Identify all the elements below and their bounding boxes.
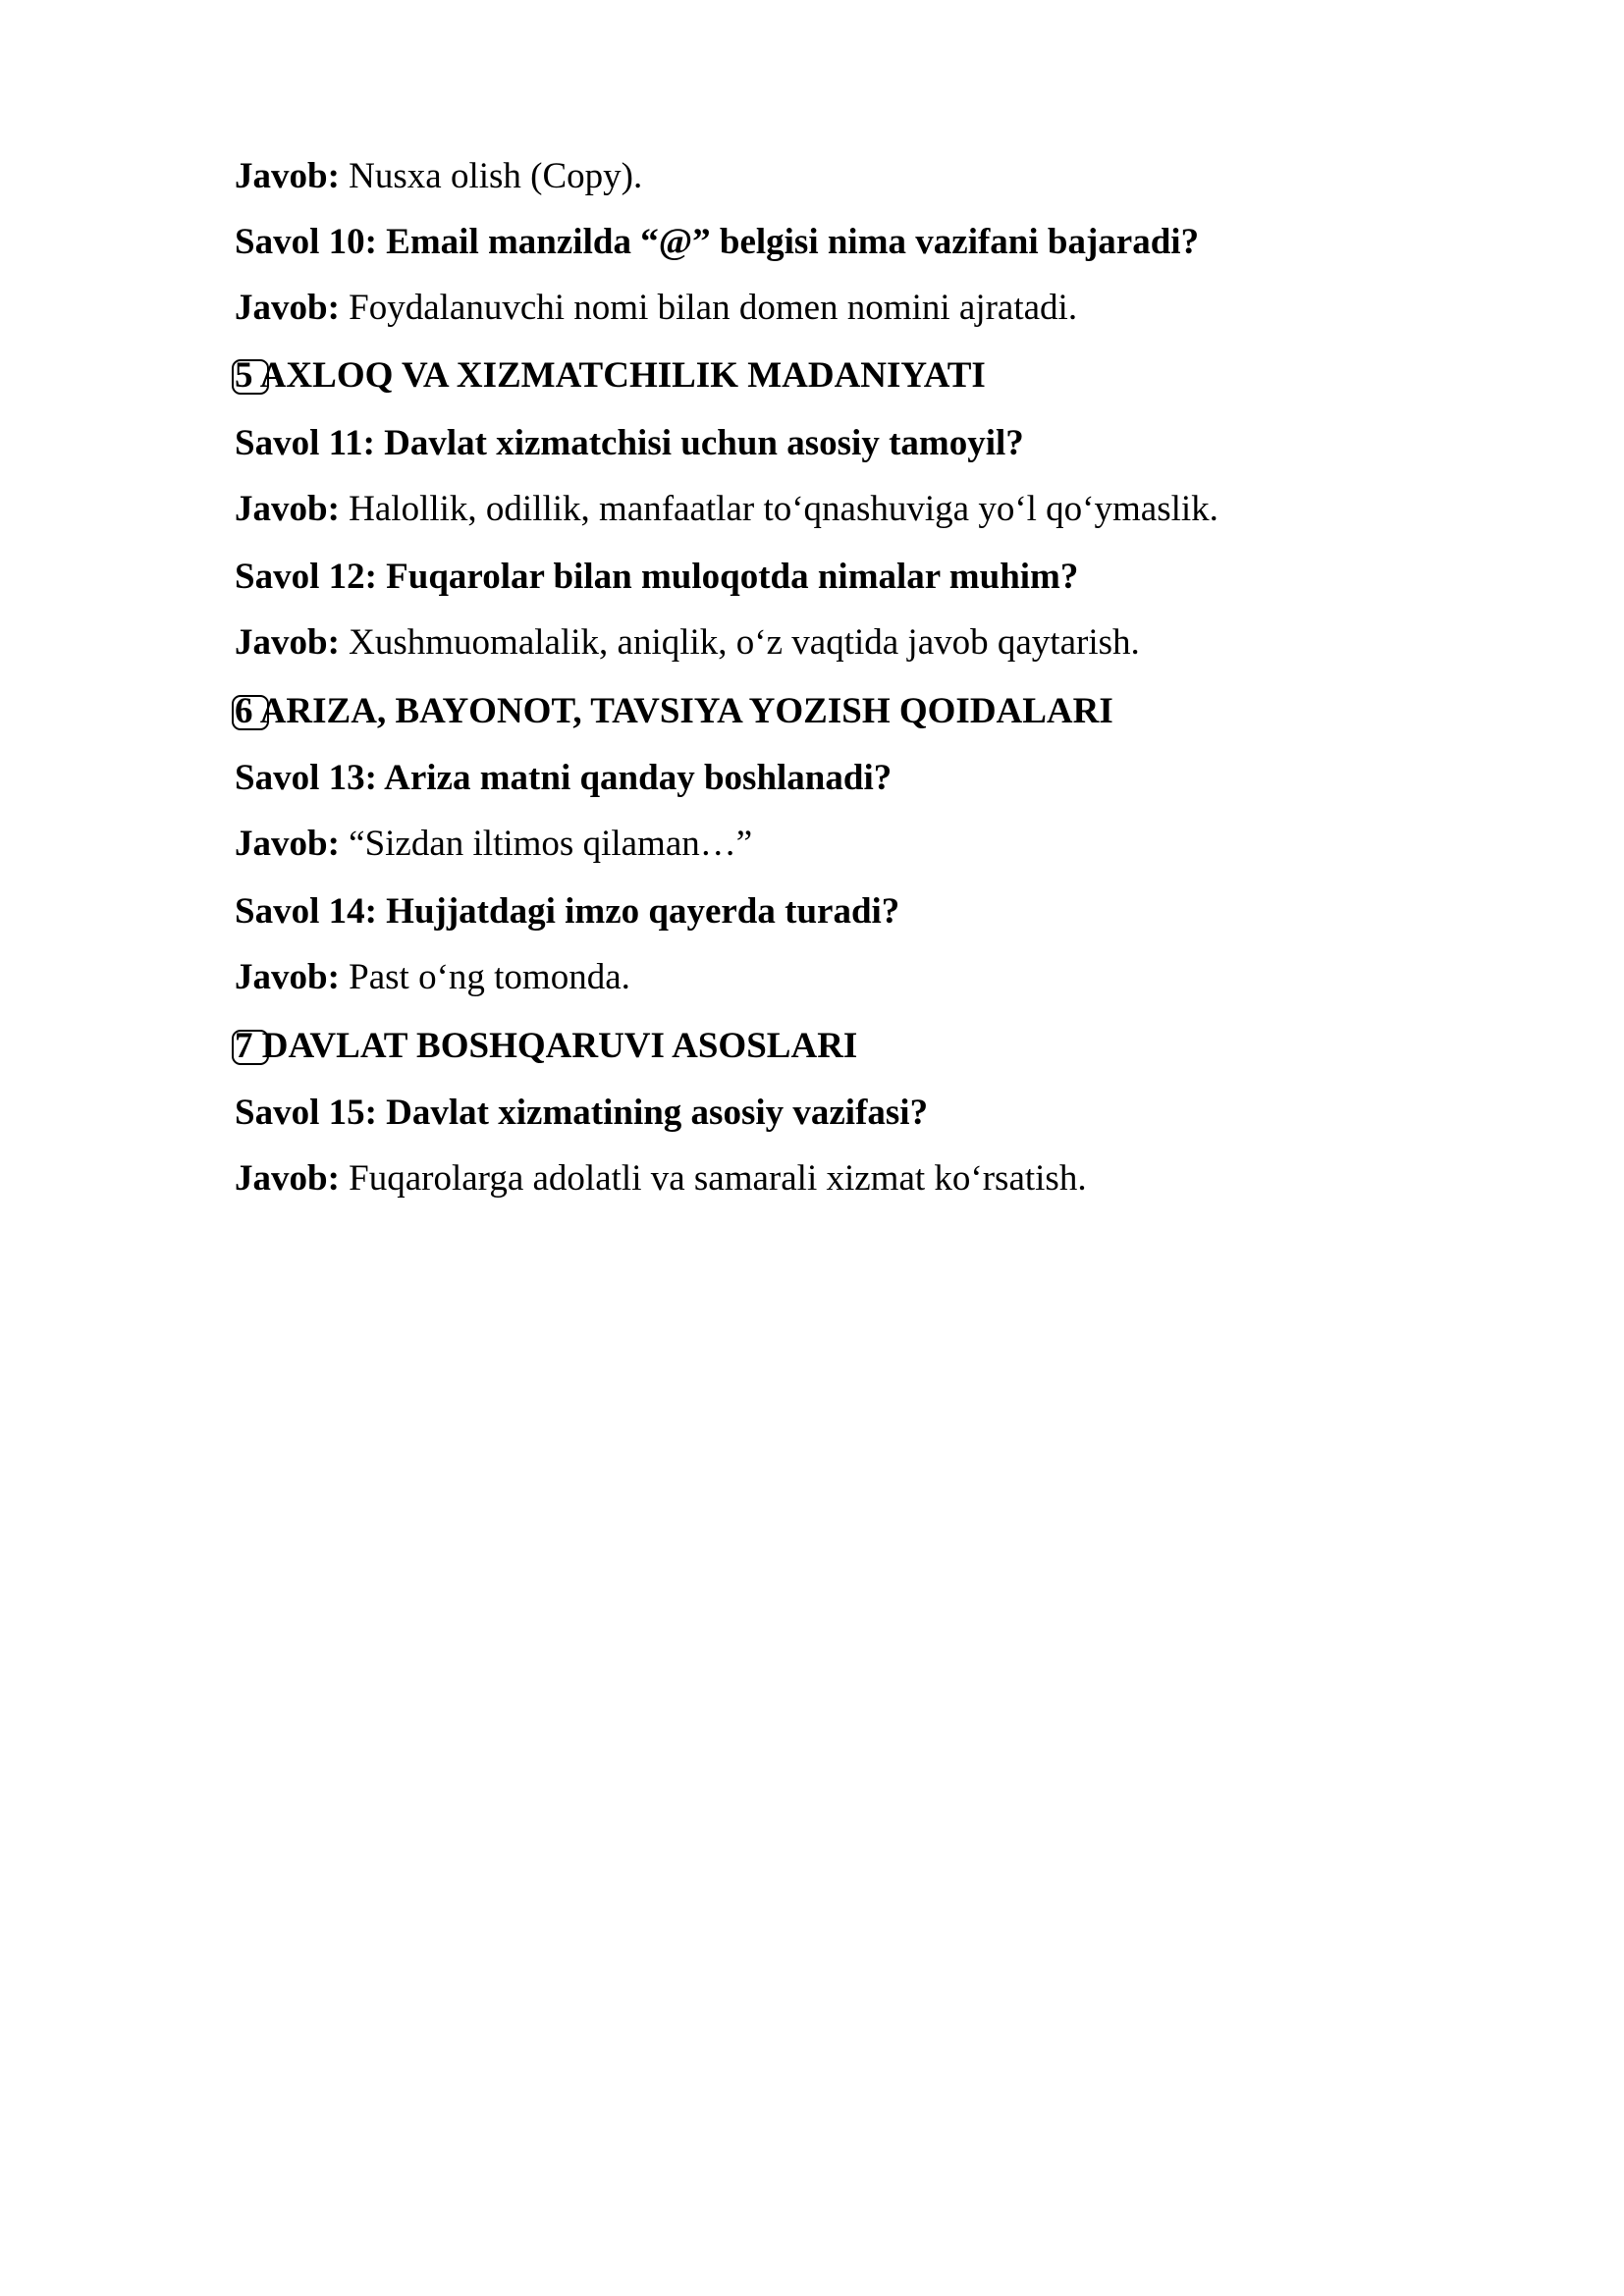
number-box [232,1030,269,1065]
answer-text: Nusxa olish (Copy). [339,156,643,196]
section-number: 5 [235,354,253,398]
number-box [232,359,269,395]
section-title: DAVLAT BOSHQARUVI ASOSLARI [252,1026,858,1066]
section-heading [235,354,986,398]
answer-label: Javob: [235,156,340,196]
answer-line [235,621,1140,665]
answer-label: Javob: [235,824,340,864]
answer-label: Javob: [235,489,340,529]
section-heading [235,1025,857,1068]
section-title: ARIZA, BAYONOT, TAVSIYA YOZISH QOIDALARI [252,691,1113,731]
answer-line [235,956,630,999]
question-line: Savol 10: Email manzilda “@” belgisi nima vazifani bajaradi? [235,222,1200,262]
answer-line [235,488,1218,531]
answer-label: Javob: [235,622,340,663]
answer-text: Past o‘ng tomonda. [339,957,630,997]
answer-line [235,823,752,866]
question-line: Savol 13: Ariza matni qanday boshlanadi? [235,758,893,798]
answer-line [235,1157,1087,1201]
answer-text: Halollik, odillik, manfaatlar to‘qnashuviga yo‘l qo‘ymaslik. [339,489,1218,529]
answer-label: Javob: [235,1158,340,1199]
section-number: 6 [235,690,253,733]
answer-text: Fuqarolarga adolatli va samarali xizmat ko‘rsatish. [339,1158,1087,1199]
question-line: Savol 14: Hujjatdagi imzo qayerda turadi? [235,891,900,932]
answer-line [235,287,1077,330]
answer-label: Javob: [235,288,340,328]
answer-line [235,155,642,198]
section-title: AXLOQ VA XIZMATCHILIK MADANIYATI [252,355,986,396]
answer-text: Xushmuomalalik, aniqlik, o‘z vaqtida javob qaytarish. [339,622,1140,663]
answer-label: Javob: [235,957,340,997]
question-line: Savol 15: Davlat xizmatining asosiy vazifasi? [235,1093,929,1133]
section-heading [235,690,1113,733]
question-line: Savol 11: Davlat xizmatchisi uchun asosiy tamoyil? [235,423,1024,463]
answer-text: Foydalanuvchi nomi bilan domen nomini ajratadi. [339,288,1078,328]
question-line: Savol 12: Fuqarolar bilan muloqotda nimalar muhim? [235,557,1079,597]
number-box [232,695,269,730]
section-number: 7 [235,1025,253,1068]
answer-text: “Sizdan iltimos qilaman…” [339,824,753,864]
